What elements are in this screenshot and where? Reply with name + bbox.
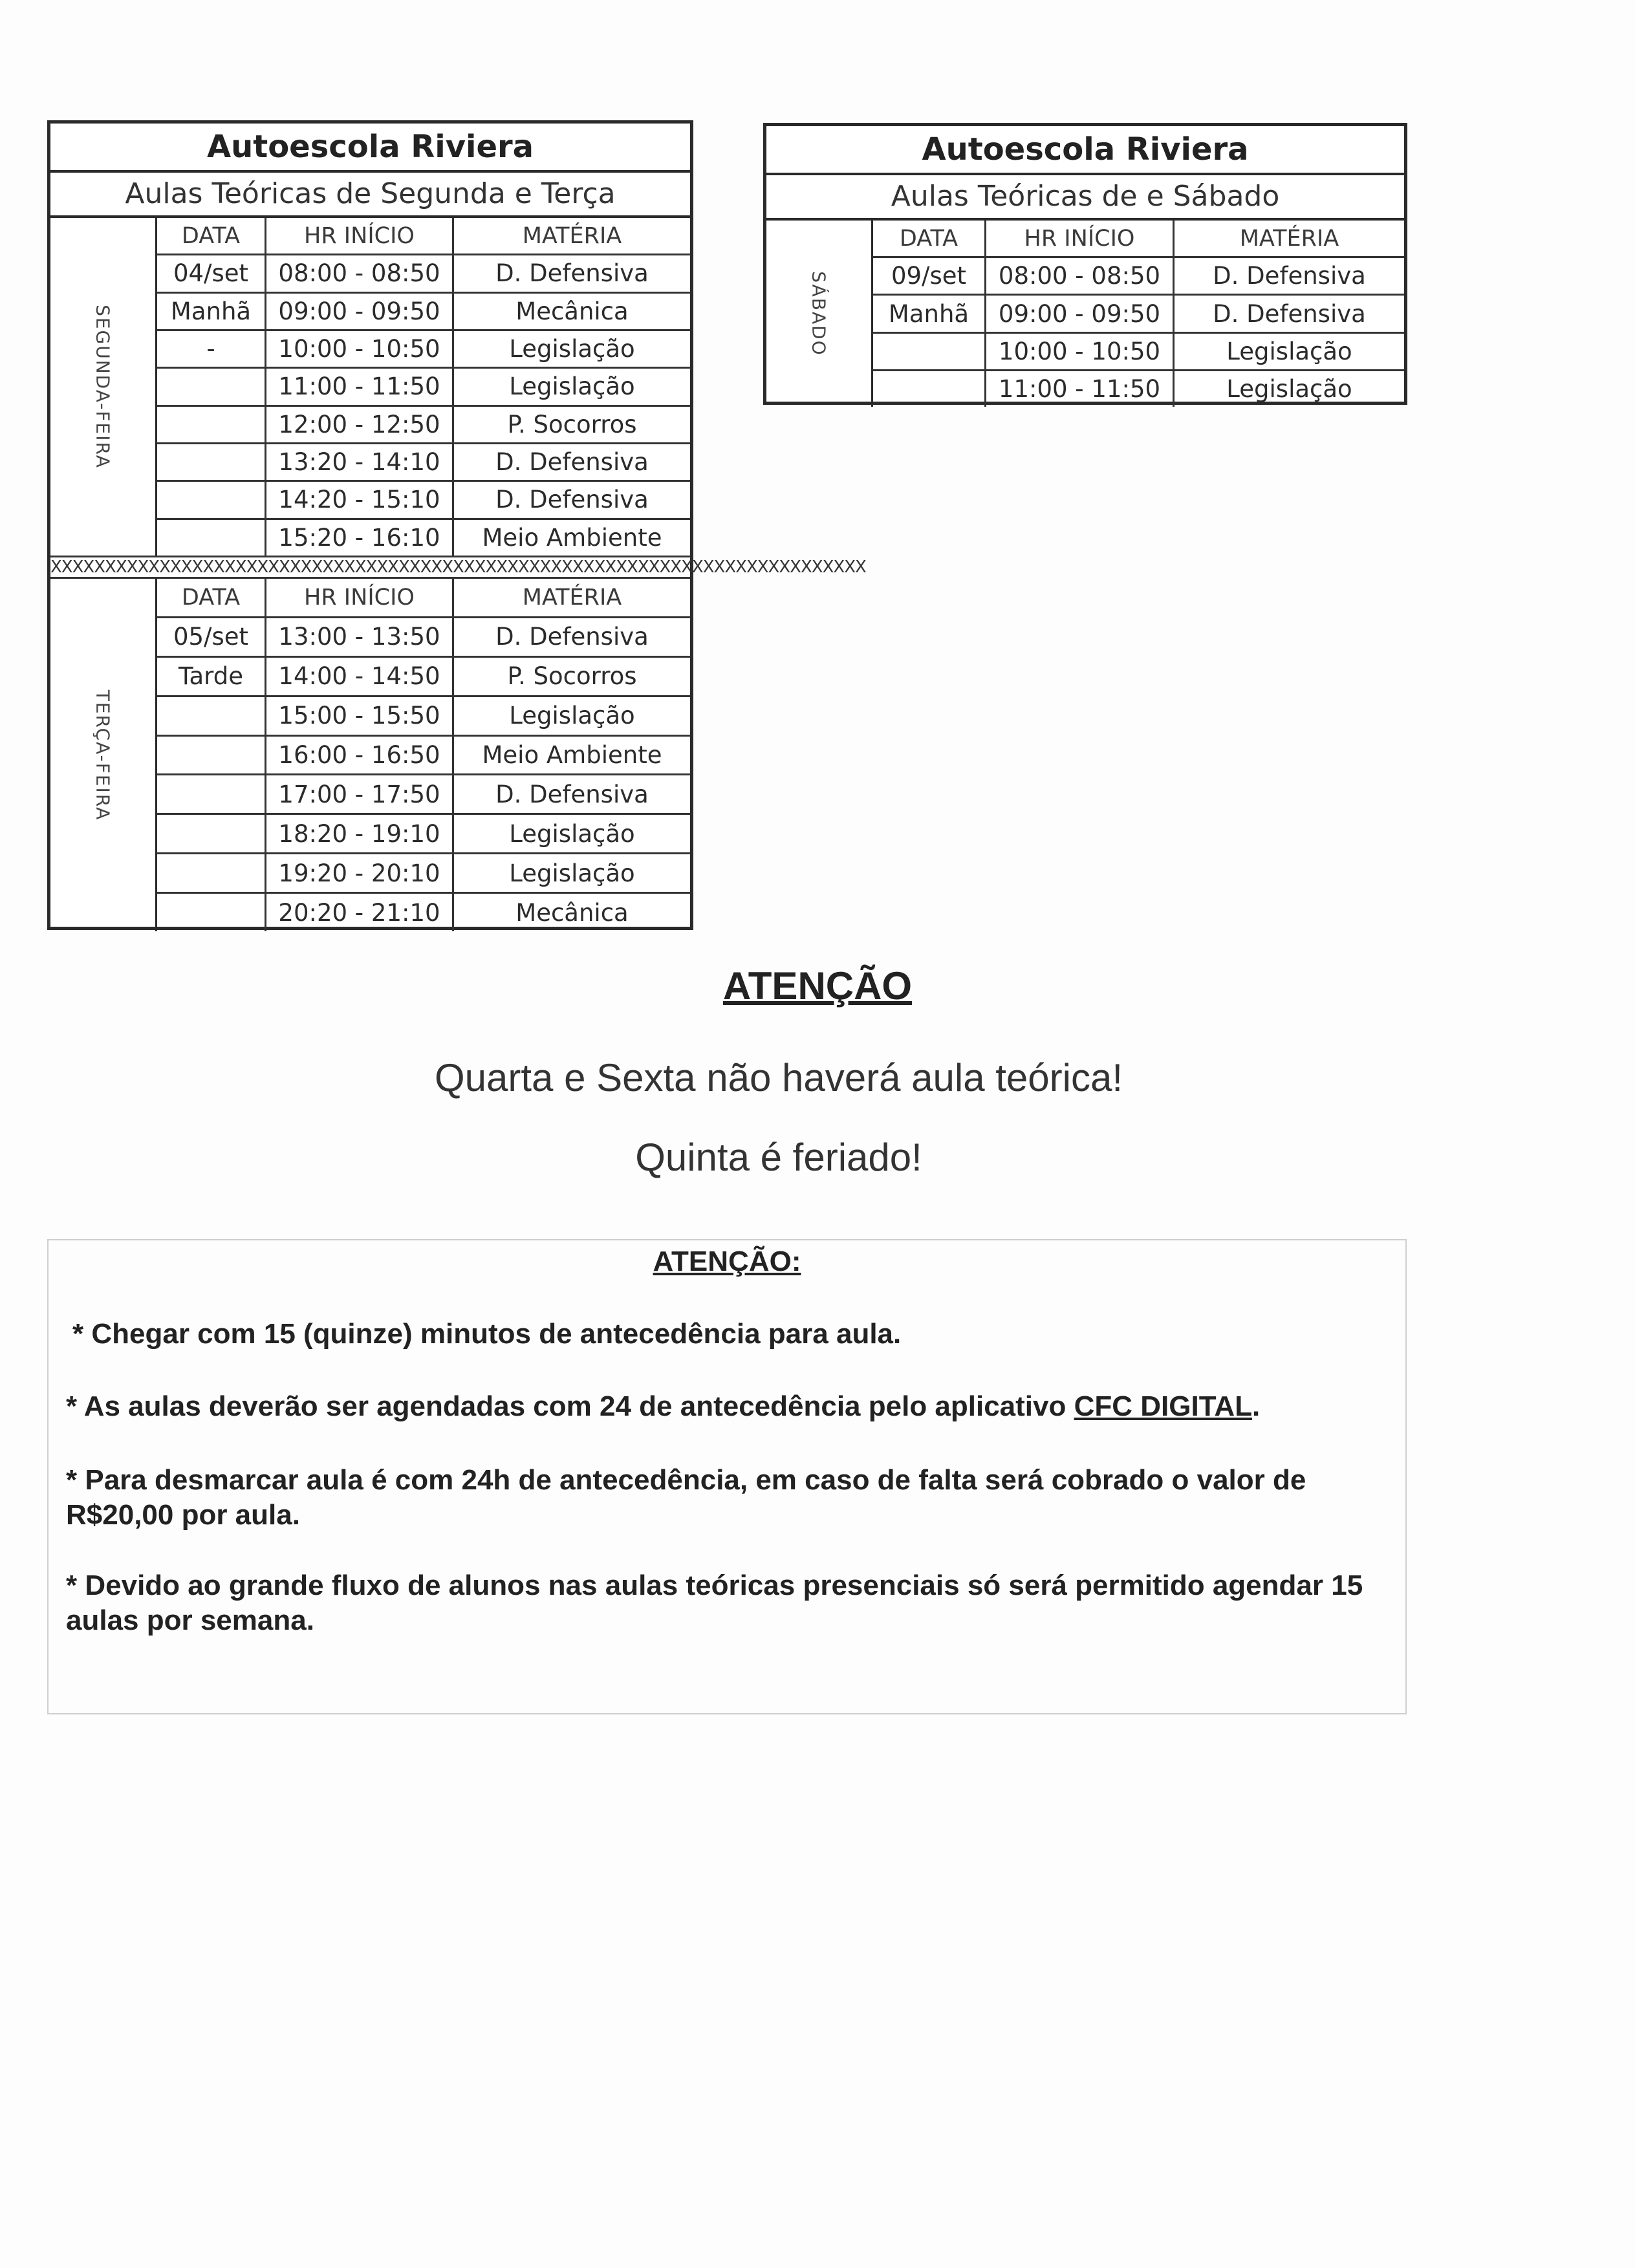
table-row bbox=[873, 371, 1404, 407]
table-row bbox=[873, 296, 1404, 333]
date-cell bbox=[873, 371, 986, 407]
subject-cell: Mecânica bbox=[515, 898, 629, 927]
date-cell bbox=[157, 854, 266, 892]
header-subject: MATÉRIA bbox=[522, 584, 622, 610]
table-row bbox=[157, 658, 690, 697]
date-cell bbox=[157, 894, 266, 931]
date-cell bbox=[157, 369, 266, 404]
time-cell: 11:00 - 11:50 bbox=[986, 371, 1175, 407]
date-cell: - bbox=[157, 331, 266, 367]
date-cell: 04/set bbox=[157, 255, 266, 291]
subject-cell: D. Defensiva bbox=[1213, 262, 1366, 290]
date-cell bbox=[873, 334, 986, 369]
header-time: HR INÍCIO bbox=[986, 221, 1175, 256]
saturday-grid bbox=[873, 221, 1404, 407]
table-title: Autoescola Riviera bbox=[50, 124, 690, 173]
date-cell bbox=[157, 444, 266, 480]
rule-scheduling-text: * As aulas deverão ser agendadas com 24 de antecedência pelo aplicativo bbox=[66, 1390, 1074, 1422]
header-row bbox=[873, 221, 1404, 258]
time-cell: 10:00 - 10:50 bbox=[266, 331, 454, 367]
subject-cell: Legislação bbox=[1226, 337, 1352, 365]
subject-cell: Mecânica bbox=[515, 297, 629, 325]
time-cell: 15:20 - 16:10 bbox=[266, 520, 454, 556]
rule-scheduling-end: . bbox=[1251, 1390, 1261, 1422]
saturday-block bbox=[766, 221, 1404, 407]
subject-cell: P. Socorros bbox=[507, 410, 637, 438]
time-cell: 09:00 - 09:50 bbox=[986, 296, 1175, 331]
notice-no-class: Quarta e Sexta não haverá aula teórica! bbox=[434, 1056, 1123, 1099]
subject-cell: D. Defensiva bbox=[495, 486, 649, 514]
monday-grid bbox=[157, 218, 690, 556]
day-label-monday: SEGUNDA-FEIRA bbox=[50, 218, 157, 556]
notice-holiday: Quinta é feriado! bbox=[635, 1136, 922, 1179]
time-cell: 11:00 - 11:50 bbox=[266, 369, 454, 404]
subject-cell: Legislação bbox=[509, 859, 635, 887]
date-cell bbox=[157, 482, 266, 517]
time-cell: 13:20 - 14:10 bbox=[266, 444, 454, 480]
saturday-schedule-table bbox=[763, 123, 1407, 405]
tuesday-grid bbox=[157, 579, 690, 931]
day-label-tuesday: TERÇA-FEIRA bbox=[50, 579, 157, 931]
table-row bbox=[873, 334, 1404, 371]
table-row bbox=[157, 854, 690, 894]
date-cell bbox=[157, 697, 266, 735]
table-row bbox=[157, 618, 690, 658]
header-row bbox=[157, 579, 690, 618]
table-row bbox=[157, 520, 690, 556]
subject-cell: Legislação bbox=[509, 819, 635, 848]
rule-cancellation: * Para desmarcar aula é com 24h de antecedência, em caso de falta será cobrado o valor de R$20,00 por aula. bbox=[66, 1464, 1306, 1531]
time-cell: 20:20 - 21:10 bbox=[266, 894, 454, 931]
table-row bbox=[157, 255, 690, 293]
tuesday-block bbox=[50, 579, 690, 931]
date-cell bbox=[157, 407, 266, 442]
table-row bbox=[157, 369, 690, 406]
time-cell: 14:00 - 14:50 bbox=[266, 658, 454, 695]
table-subtitle: Aulas Teóricas de Segunda e Terça bbox=[50, 173, 690, 218]
rule-arrive-early: * Chegar com 15 (quinze) minutos de antecedência para aula. bbox=[72, 1318, 902, 1350]
time-cell: 10:00 - 10:50 bbox=[986, 334, 1175, 369]
table-row bbox=[157, 331, 690, 369]
table-row bbox=[157, 482, 690, 519]
time-cell: 18:20 - 19:10 bbox=[266, 815, 454, 852]
subject-cell: Legislação bbox=[1226, 374, 1352, 403]
header-date: DATA bbox=[157, 579, 266, 616]
header-subject: MATÉRIA bbox=[1239, 225, 1339, 252]
header-date: DATA bbox=[157, 218, 266, 254]
table-title: Autoescola Riviera bbox=[766, 126, 1404, 175]
subject-cell: D. Defensiva bbox=[495, 259, 649, 288]
monday-block bbox=[50, 218, 690, 556]
table-row bbox=[157, 444, 690, 482]
subject-cell: D. Defensiva bbox=[495, 623, 649, 651]
time-cell: 09:00 - 09:50 bbox=[266, 294, 454, 329]
date-cell: Manhã bbox=[157, 294, 266, 329]
table-row bbox=[157, 815, 690, 854]
table-row bbox=[157, 737, 690, 776]
date-cell: Manhã bbox=[873, 296, 986, 331]
notice-title: ATENÇÃO bbox=[722, 964, 913, 1008]
header-row bbox=[157, 218, 690, 255]
table-row bbox=[157, 697, 690, 737]
subject-cell: Legislação bbox=[509, 373, 635, 401]
app-name: CFC DIGITAL bbox=[1074, 1390, 1252, 1422]
subject-cell: Meio Ambiente bbox=[482, 741, 662, 769]
table-row bbox=[157, 407, 690, 444]
header-date: DATA bbox=[873, 221, 986, 256]
subject-cell: Legislação bbox=[509, 335, 635, 363]
header-time: HR INÍCIO bbox=[266, 579, 454, 616]
subject-cell: D. Defensiva bbox=[1213, 299, 1366, 328]
rules-title: ATENÇÃO: bbox=[653, 1246, 801, 1277]
subject-cell: Meio Ambiente bbox=[482, 523, 662, 552]
table-row bbox=[157, 894, 690, 931]
subject-cell: D. Defensiva bbox=[495, 448, 649, 477]
date-cell bbox=[157, 815, 266, 852]
subject-cell: Legislação bbox=[509, 702, 635, 730]
time-cell: 13:00 - 13:50 bbox=[266, 618, 454, 656]
time-cell: 15:00 - 15:50 bbox=[266, 697, 454, 735]
rule-weekly-limit: * Devido ao grande fluxo de alunos nas aulas teóricas presenciais só será permitido agendar 15 aulas por semana. bbox=[66, 1570, 1363, 1636]
subject-cell: P. Socorros bbox=[507, 662, 637, 691]
date-cell bbox=[157, 737, 266, 774]
table-row bbox=[157, 294, 690, 331]
time-cell: 12:00 - 12:50 bbox=[266, 407, 454, 442]
date-cell: 09/set bbox=[873, 258, 986, 294]
day-label-saturday: SÁBADO bbox=[766, 221, 873, 407]
time-cell: 14:20 - 15:10 bbox=[266, 482, 454, 517]
date-cell bbox=[157, 520, 266, 556]
date-cell: 05/set bbox=[157, 618, 266, 656]
table-row bbox=[157, 775, 690, 815]
table-subtitle: Aulas Teóricas de e Sábado bbox=[766, 175, 1404, 221]
time-cell: 17:00 - 17:50 bbox=[266, 775, 454, 813]
date-cell bbox=[157, 775, 266, 813]
separator-line: XXXXXXXXXXXXXXXXXXXXXXXXXXXXXXXXXXXXXXXXXXXXXXXXXXXXXXXXXXXXXXXXXXXXXXXXXXX bbox=[50, 556, 690, 579]
date-cell: Tarde bbox=[157, 658, 266, 695]
time-cell: 08:00 - 08:50 bbox=[266, 255, 454, 291]
subject-cell: D. Defensiva bbox=[495, 780, 649, 808]
rule-scheduling bbox=[66, 1389, 1392, 1424]
table-row bbox=[873, 258, 1404, 296]
time-cell: 19:20 - 20:10 bbox=[266, 854, 454, 892]
header-subject: MATÉRIA bbox=[522, 222, 622, 249]
time-cell: 16:00 - 16:50 bbox=[266, 737, 454, 774]
time-cell: 08:00 - 08:50 bbox=[986, 258, 1175, 294]
header-time: HR INÍCIO bbox=[266, 218, 454, 254]
